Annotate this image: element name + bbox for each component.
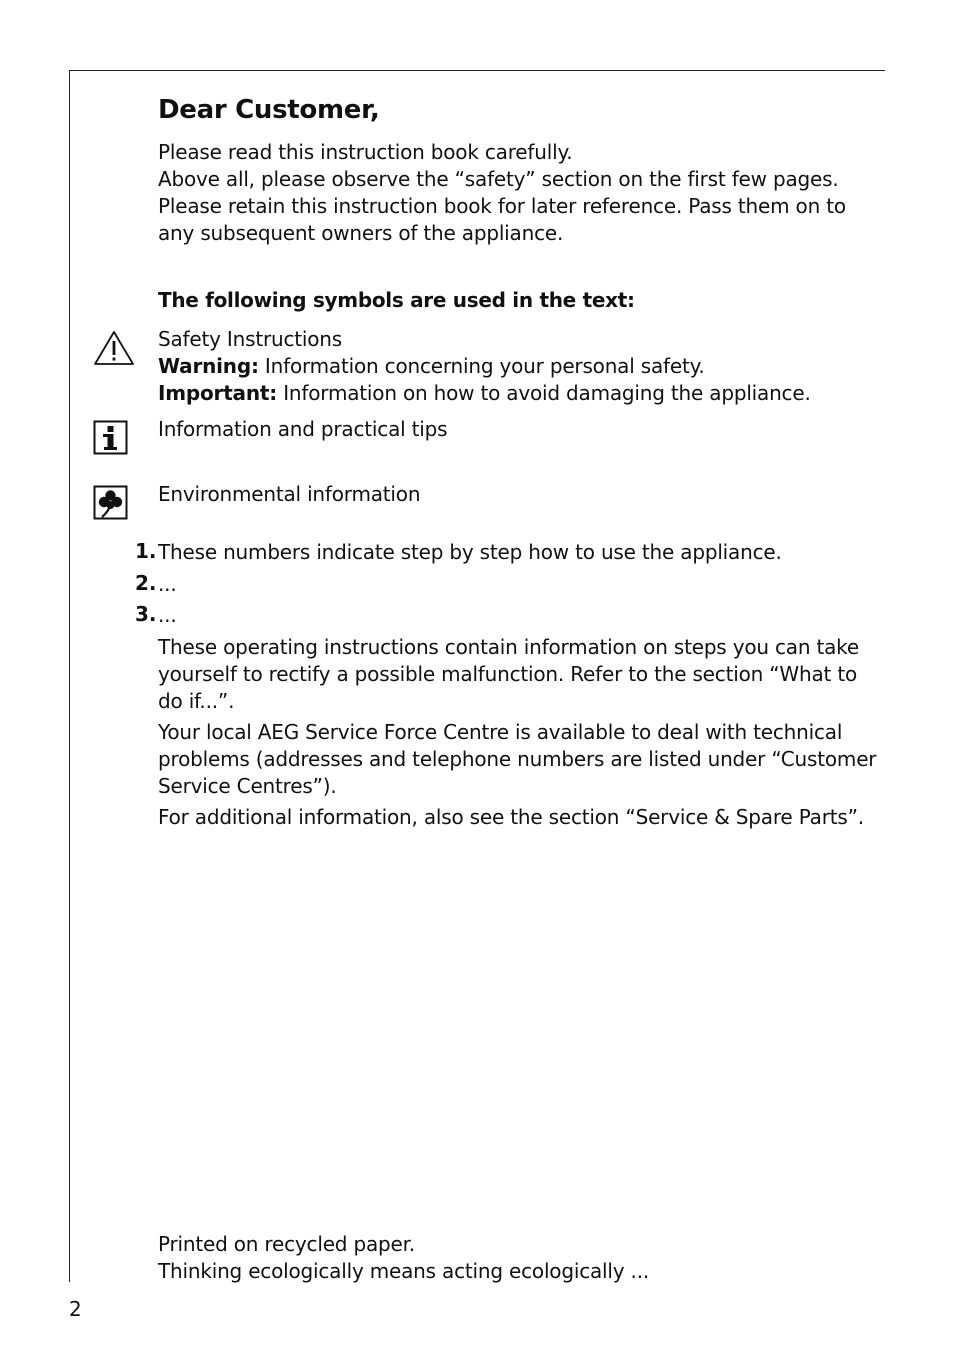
body-line: Service Centres”). bbox=[158, 774, 337, 798]
body-line: problems (addresses and telephone numbers are listed under “Customer bbox=[158, 747, 877, 771]
warning-line bbox=[158, 353, 858, 380]
body-line: These operating instructions contain information on steps you can take bbox=[158, 635, 859, 659]
additional-info-paragraph bbox=[158, 804, 864, 831]
important-text: Information on how to avoid damaging the appliance. bbox=[277, 381, 811, 405]
page-number: 2 bbox=[69, 1297, 82, 1321]
service-paragraph bbox=[158, 719, 877, 800]
information-icon bbox=[93, 420, 129, 456]
intro-paragraph bbox=[158, 139, 858, 247]
safety-block bbox=[158, 326, 858, 407]
step-number: 1. bbox=[135, 539, 157, 563]
step-text: These numbers indicate step by step how to use the appliance. bbox=[158, 540, 782, 564]
intro-line: Please read this instruction book carefully. bbox=[158, 140, 573, 164]
intro-line: Above all, please observe the “safety” section on the first few pages. bbox=[158, 167, 839, 191]
footer-line: Thinking ecologically means acting ecologically ... bbox=[158, 1259, 650, 1283]
info-text: Information and practical tips bbox=[158, 417, 448, 441]
symbols-heading: The following symbols are used in the text: bbox=[158, 288, 635, 312]
safety-title: Safety Instructions bbox=[158, 327, 342, 351]
intro-line: any subsequent owners of the appliance. bbox=[158, 221, 564, 245]
clover-icon bbox=[93, 485, 129, 521]
warning-label: Warning: bbox=[158, 354, 259, 378]
malfunction-paragraph bbox=[158, 634, 858, 715]
top-rule bbox=[69, 70, 885, 71]
body-line: yourself to rectify a possible malfunction. Refer to the section “What to bbox=[158, 662, 857, 686]
warning-text: Information concerning your personal safety. bbox=[258, 354, 705, 378]
step-text: ... bbox=[158, 572, 177, 596]
environment-text: Environmental information bbox=[158, 482, 421, 506]
body-line: For additional information, also see the section “Service & Spare Parts”. bbox=[158, 805, 864, 829]
page-heading: Dear Customer, bbox=[158, 95, 380, 125]
body-line: Your local AEG Service Force Centre is available to deal with technical bbox=[158, 720, 843, 744]
important-label: Important: bbox=[158, 381, 278, 405]
footer-line: Printed on recycled paper. bbox=[158, 1232, 415, 1256]
step-text: ... bbox=[158, 603, 177, 627]
recycled-note bbox=[158, 1231, 858, 1285]
left-rule bbox=[69, 70, 70, 1282]
step-number: 2. bbox=[135, 571, 157, 595]
important-line bbox=[158, 380, 858, 407]
warning-triangle-icon bbox=[93, 330, 135, 366]
body-line: do if...”. bbox=[158, 689, 235, 713]
step-number: 3. bbox=[135, 602, 157, 626]
intro-line: Please retain this instruction book for later reference. Pass them on to bbox=[158, 194, 846, 218]
